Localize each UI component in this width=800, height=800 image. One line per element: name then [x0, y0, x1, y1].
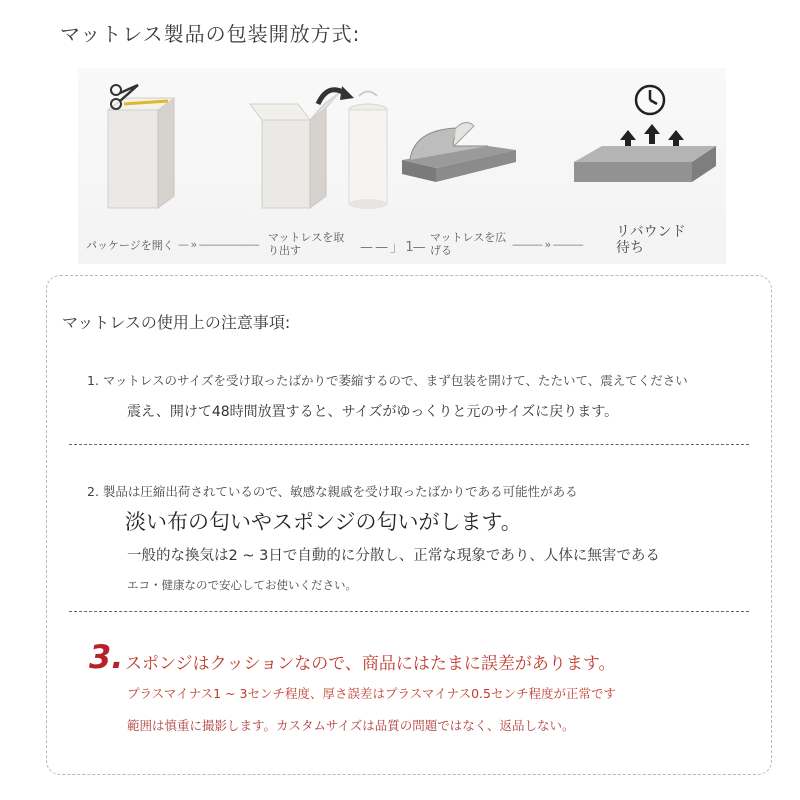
note-2-line-3: 一般的な換気は2 ~ 3日で自動的に分散し、正常な現象であり、人体に無害である [127, 548, 660, 564]
step-3-label-line2: げる [430, 243, 452, 257]
note-2-line-4: エコ・健康なので安心してお使いください。 [127, 578, 357, 592]
step-take-out-illustration [248, 68, 398, 218]
note-2-line-2: 淡い布の匂いやスポンジの匂いがします。 [125, 510, 522, 534]
step-2-label-line2: り出す [268, 243, 301, 257]
steps-panel [78, 68, 726, 264]
page-title: マットレス製品の包装開放方式: [60, 22, 361, 46]
step-1-label: パッケージを開く [86, 239, 174, 252]
step-3-label-line1: マットレスを広 [430, 231, 507, 244]
step-3-label [430, 232, 506, 257]
step-connector: — » —————— [178, 238, 259, 251]
clock-icon [636, 86, 664, 114]
chevron-right-icon: » [544, 238, 551, 251]
note-2-line-1: 2. 製品は圧縮出荷されているので、敏感な親戚を受け取ったばかりである可能性がある [87, 484, 578, 499]
step-connector: — — 」 1— [360, 240, 425, 255]
notes-panel [46, 275, 772, 775]
step-2-label-line1: マットレスを取 [268, 231, 345, 244]
step-2-label [268, 232, 344, 257]
note-3-line-2: プラスマイナス1 ~ 3センチ程度、厚さ誤差はプラスマイナス0.5センチ程度が正常です [127, 686, 616, 701]
chevron-right-icon: » [190, 238, 197, 251]
step-4-label-line1: リバウンド [616, 224, 686, 240]
step-4-label-line2: 待ち [616, 240, 644, 257]
up-arrow-icon [620, 124, 684, 148]
note-1-line-1: 1. マットレスのサイズを受け取ったばかりで萎縮するので、まず包装を開けて、たたいて、震えてください [87, 373, 688, 388]
note-3-line-1: スポンジはクッションなので、商品にはたまに誤差があります。 [125, 654, 616, 674]
note-1-line-2: 震え、開けて48時間放置すると、サイズがゆっくりと元のサイズに戻ります。 [127, 404, 619, 420]
step-rebound-illustration [568, 68, 720, 218]
step-unfold-illustration [396, 68, 526, 218]
divider [69, 444, 749, 445]
note-3-line-3: 範囲は慎重に撮影します。カスタムサイズは品質の問題ではなく、返品しない。 [127, 718, 575, 733]
note-3-number: 3. [89, 638, 124, 676]
step-open-package-illustration [96, 68, 206, 218]
notes-heading: マットレスの使用上の注意事項: [62, 313, 291, 332]
step-4-label [616, 224, 686, 256]
step-connector: ——— » ——— [512, 238, 583, 251]
divider [69, 611, 749, 612]
